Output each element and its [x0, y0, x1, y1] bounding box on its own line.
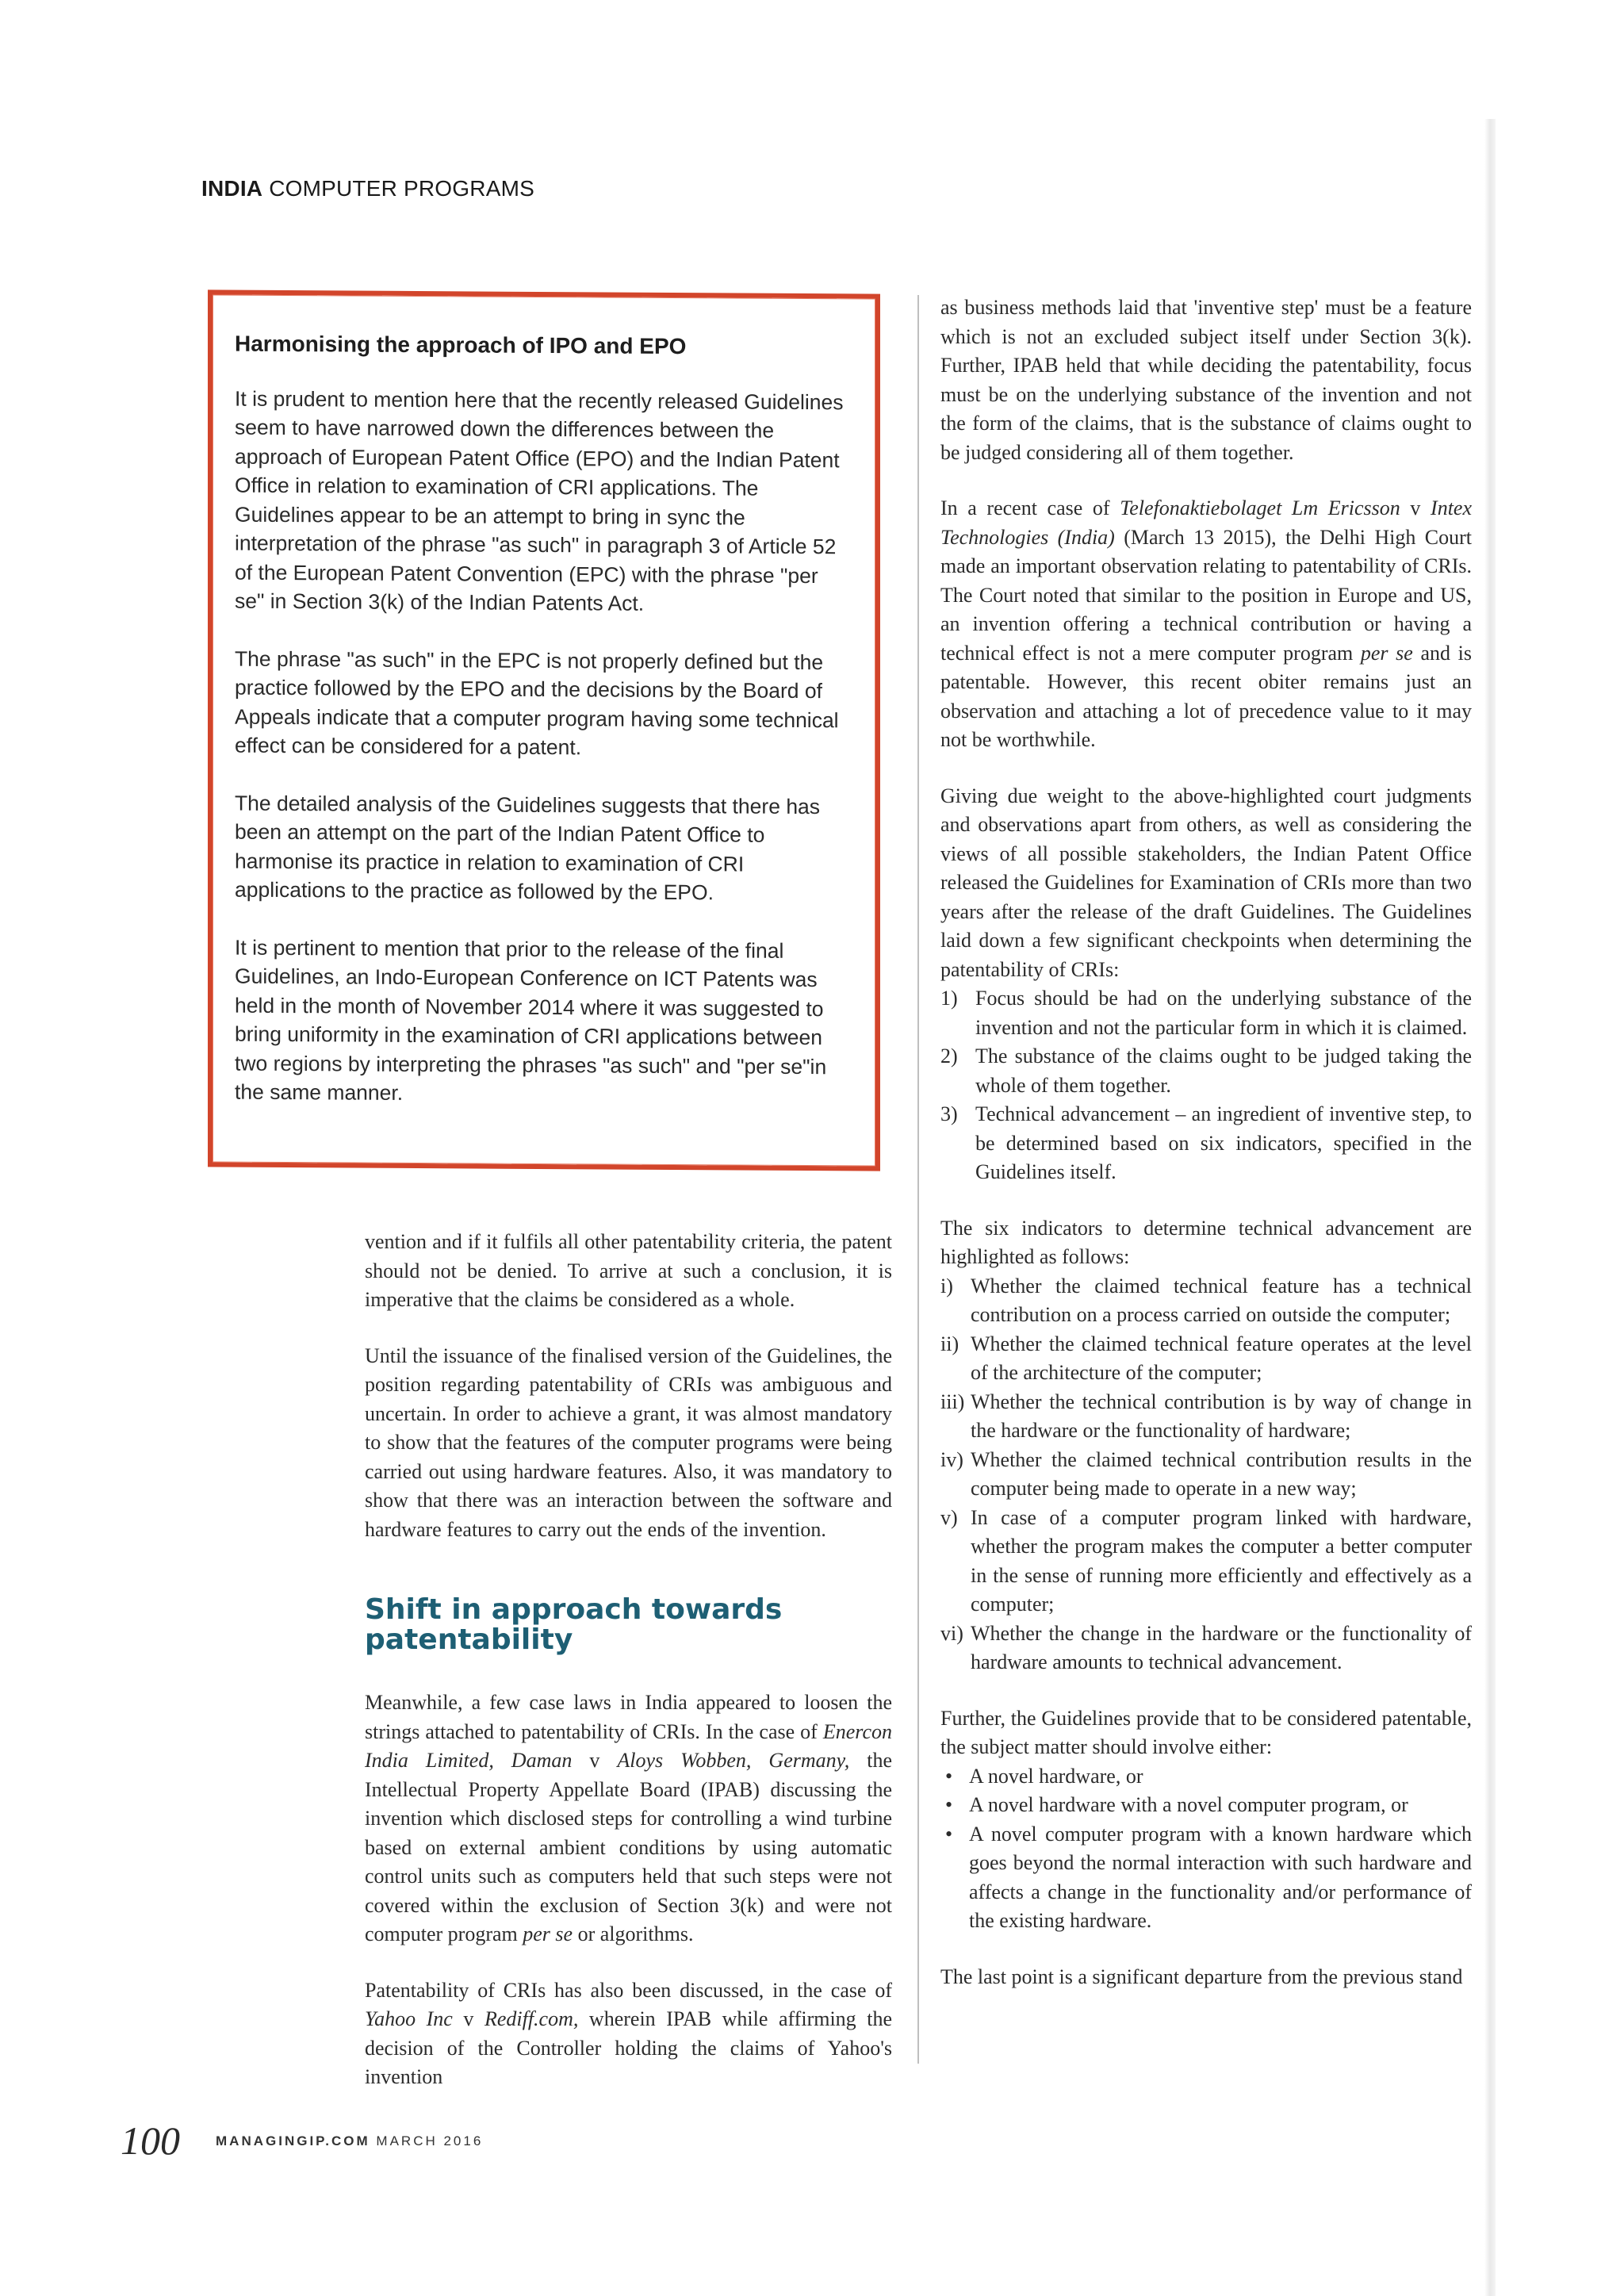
body-paragraph: Giving due weight to the above-highlighted court judgments and observations apart from others, as well as considering the views of all possible stakeholders, the Indian Patent Office released the Guidelines for Examination of CRIs more than two years after the release of the draft Guidelines. The Guidelines laid down a few significant checkpoints when determining the patentability of CRIs: [940, 784, 1472, 981]
right-column [940, 293, 1472, 2018]
column-divider [917, 295, 919, 2064]
body-paragraph: Patentability of CRIs has also been discussed, in the case of Yahoo Inc v Rediff.com, wherein IPAB while affirming the decision of the Controller holding the claims of Yahoo's invention [365, 1978, 892, 2088]
sidebar-paragraph: The detailed analysis of the Guidelines suggests that there has been an attempt on the part of the Indian Patent Office to harmonise its practice in relation to examination of CRI applications to the practice as followed by the EPO. [235, 791, 821, 905]
section-header-bold: INDIA [201, 176, 263, 201]
page-number: 100 [121, 2118, 180, 2163]
case-name: Rediff.com, [484, 2007, 579, 2030]
body-paragraph: as business methods laid that 'inventive step' must be a feature which is not an excluded subject itself under Section 3(k). Further, IPAB held that while deciding the patentability, focus must be on the underlying substance of the invention and not the form of the claims, that is the substance of claims ought to be judged considering all of them together. [940, 296, 1472, 464]
article-subheading: Shift in approach towards patentability [365, 1593, 783, 1656]
section-header [201, 176, 534, 201]
scan-edge-shadow [1484, 119, 1496, 2296]
checkpoint-item: 3) Technical advancement – an ingredient of inventive step, to be determined based on six indicators, specified in the Guidelines itself. [940, 1102, 1472, 1183]
footer-site: MANAGINGIP.COM [216, 2133, 370, 2148]
indicator-item: i) Whether the claimed technical feature has a technical contribution on a process carried on outside the computer; [940, 1274, 1472, 1326]
checkpoint-item: 1) Focus should be had on the underlying substance of the invention and not the particular form in which it is claimed. [940, 987, 1472, 1039]
body-paragraph: The last point is a significant departure from the previous stand [940, 1964, 1463, 1988]
bullet-item: • A novel computer program with a known hardware which goes beyond the normal interaction with such hardware and affects a change in the functionality and/or performance of the existing hardware. [945, 1822, 1472, 1932]
sidebar-paragraph: It is prudent to mention here that the recently released Guidelines seem to have narrowed down the differences between the approach of European Patent Office (EPO) and the Indian Patent Office in relation to examination of CRI applications. The Guidelines appear to be an attempt to bring in sync the interpretation of the phrase "as such" in paragraph 3 of Article 52 of the European Patent Convention (EPC) with the phrase "per se" in Section 3(k) of the Indian Patents Act. [235, 386, 844, 615]
subject-matter-list [940, 1762, 1472, 1936]
indicator-item: ii) Whether the claimed technical feature operates at the level of the architecture of the computer; [940, 1332, 1472, 1384]
sidebar-paragraph: It is pertinent to mention that prior to the release of the final Guidelines, an Indo-European Conference on ICT Patents was held in the month of November 2014 where it was suggested to bring uniformity in the examination of CRI applications between two regions by interpreting the phrases "as such" and "per se"in the same manner. [235, 935, 827, 1105]
indicator-item: iii) Whether the technical contribution is by way of change in the hardware or the functionality of hardware; [940, 1389, 1472, 1442]
indicator-item: v) In case of a computer program linked with hardware, whether the program makes the computer a better computer in the sense of running more efficiently and effectively as a computer; [940, 1505, 1472, 1616]
checkpoint-item: 2) The substance of the claims ought to be judged taking the whole of them together. [940, 1045, 1472, 1097]
indicator-item: vi) Whether the change in the hardware or the functionality of hardware amounts to technical advancement. [940, 1621, 1472, 1673]
indicator-list [940, 1272, 1472, 1677]
body-paragraph: vention and if it fulfils all other patentability criteria, the patent should not be denied. To arrive at such a conclusion, it is imperative that the claims be considered as a whole. [365, 1230, 892, 1311]
sidebar-box [208, 289, 880, 1171]
body-paragraph: Until the issuance of the finalised version of the Guidelines, the position regarding patentability of CRIs was ambiguous and uncertain. In order to achieve a grant, it was almost mandatory to show that the features of the computer programs were being carried out using hardware features. Also, it was mandatory to show that there was an interaction between the software and hardware features to carry out the ends of the invention. [365, 1343, 892, 1541]
bullet-item: • A novel hardware with a novel computer program, or [945, 1793, 1408, 1816]
legal-term: per se [523, 1922, 573, 1945]
legal-term: per se [1360, 641, 1413, 665]
body-paragraph: In a recent case of Telefonaktiebolaget Lm Ericsson v Intex Technologies (India) (March 13 2015), the Delhi High Court made an important observation relating to patentability of CRIs. The Court noted that similar to the position in Europe and US, an invention offering a technical contribution or having a technical effect is not a mere computer program per se and is patentable. However, this recent obiter remains just an observation and attaching a lot of precedence value to it may not be worthwhile. [940, 496, 1472, 751]
section-header-rest: COMPUTER PROGRAMS [262, 176, 534, 201]
case-name: Intex Technologies (India) [940, 496, 1472, 549]
checkpoint-list [940, 984, 1472, 1187]
case-name: Telefonaktiebolaget Lm Ericsson [1120, 496, 1400, 519]
footer-credit [216, 2133, 483, 2149]
footer-date: MARCH 2016 [370, 2133, 484, 2148]
sidebar-title: Harmonising the approach of IPO and EPO [235, 331, 687, 359]
body-paragraph: The six indicators to determine technical advancement are highlighted as follows: [940, 1216, 1472, 1268]
sidebar-paragraph: The phrase "as such" in the EPC is not properly defined but the practice followed by the EPO and the decisions by the Board of Appeals indicate that a computer program having some technical effect can be considered for a patent. [235, 646, 839, 760]
indicator-item: iv) Whether the claimed technical contribution results in the computer being made to operate in a new way; [940, 1447, 1472, 1500]
body-paragraph: Meanwhile, a few case laws in India appeared to loosen the strings attached to patentability of CRIs. In the case of Enercon India Limited, Daman v Aloys Wobben, Germany, the Intellectual Property Appellate Board (IPAB) discussing the invention which disclosed steps for controlling a wind turbine based on external ambient conditions by using automatic control units such as computers held that such steps were not covered within the exclusion of Section 3(k) and were not computer program per se or algorithms. [365, 1691, 892, 1945]
bullet-item: • A novel hardware, or [945, 1764, 1143, 1788]
left-column [365, 1228, 892, 2119]
body-paragraph: Further, the Guidelines provide that to be considered patentable, the subject matter should involve either: [940, 1706, 1472, 1758]
case-name: Enercon India Limited, Daman [365, 1719, 892, 1772]
case-name: Yahoo Inc [365, 2007, 453, 2030]
case-name: Aloys Wobben, Germany, [617, 1749, 850, 1772]
